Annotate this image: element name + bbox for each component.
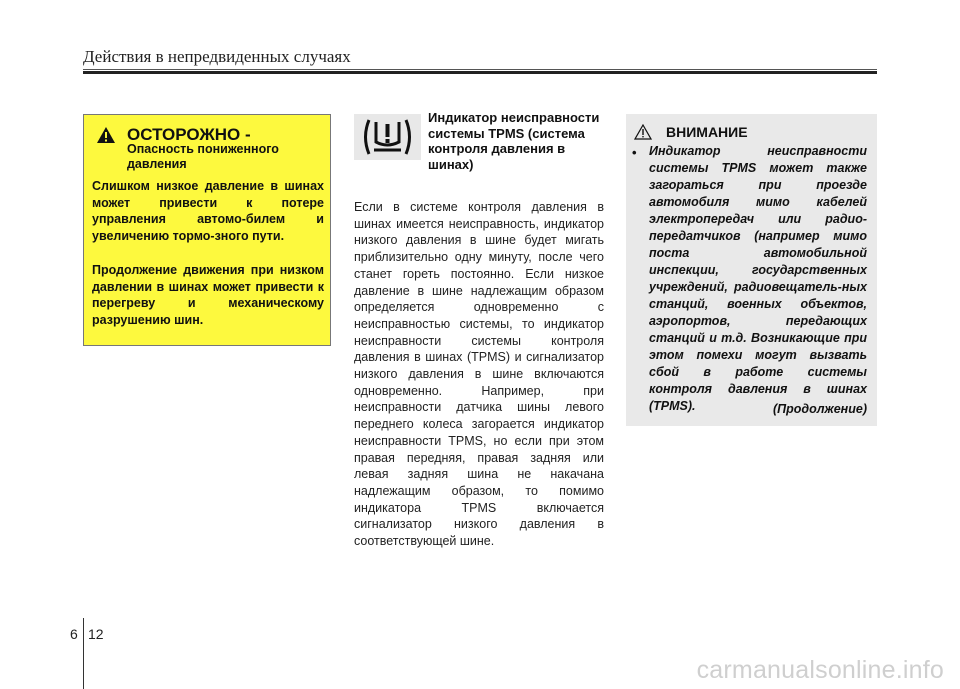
page-number: 12 bbox=[88, 626, 104, 642]
warning-box bbox=[83, 114, 331, 346]
watermark: carmanualsonline.info bbox=[696, 656, 944, 684]
warning-title: ОСТОРОЖНО - bbox=[127, 125, 251, 144]
tpms-heading: Индикатор неисправности системы TPMS (система контроля давления в шинах) bbox=[428, 110, 600, 172]
tpms-icon-box bbox=[354, 114, 421, 160]
chapter-number: 6 bbox=[70, 626, 78, 642]
warning-triangle-icon bbox=[96, 126, 116, 144]
warning-paragraph: Продолжение движения при низком давлении в шинах может привести к перегреву и механическому разрушению шин. bbox=[92, 263, 324, 327]
attention-box bbox=[626, 114, 877, 426]
footer-rule bbox=[83, 618, 84, 689]
header-rule-thick bbox=[83, 71, 877, 74]
bullet: • bbox=[632, 145, 637, 160]
header-rule bbox=[83, 69, 877, 70]
warning-subtitle: Опасность пониженного давления bbox=[127, 142, 279, 171]
tpms-body-text: Если в системе контроля давления в шинах имеется неисправность, индикатор низкого давления в шине будет мигать приблизительно одну минуту, после чего станет гореть постоянно. Если низкое давление в шине надлежащим образом определяется одновременно с неисправностью системы, то индикатор неисправности системы контроля давления в шинах (TPMS) и сигнализатор низкого давления в шине включаются одновременно. Например, при неисправности датчика шины левого переднего колеса загорается индикатор неисправности TPMS, но если при этом правая передняя, правая задняя или левая задняя шина не накачана надлежащим образом, то помимо индикатора TPMS включается сигнализатор низкого давления в соответствующей шине. bbox=[354, 200, 604, 549]
continued-label: (Продолжение) bbox=[772, 402, 867, 416]
tpms-indicator-icon bbox=[354, 114, 421, 160]
attention-title: ВНИМАНИЕ bbox=[666, 124, 748, 140]
page-header-title: Действия в непредвиденных случаях bbox=[83, 47, 351, 66]
attention-text: Индикатор неисправности системы TPMS может также загораться при проезде автомобиля мимо кабелей электропередач или радио-передатчиков (например мимо поста автомобильной инспекции, государственных учреждений, радиовещатель-ных станций, военных объектов, аэропортов, передающих станций и т.д. Возникающие при этом помехи могут вызвать сбой в работе системы контроля давления в шинах (TPMS). bbox=[649, 144, 867, 413]
warning-paragraph: Слишком низкое давление в шинах может привести к потере управления автомо-билем и увеличению тормо-зного пути. bbox=[92, 179, 324, 243]
caution-triangle-icon bbox=[634, 124, 652, 140]
